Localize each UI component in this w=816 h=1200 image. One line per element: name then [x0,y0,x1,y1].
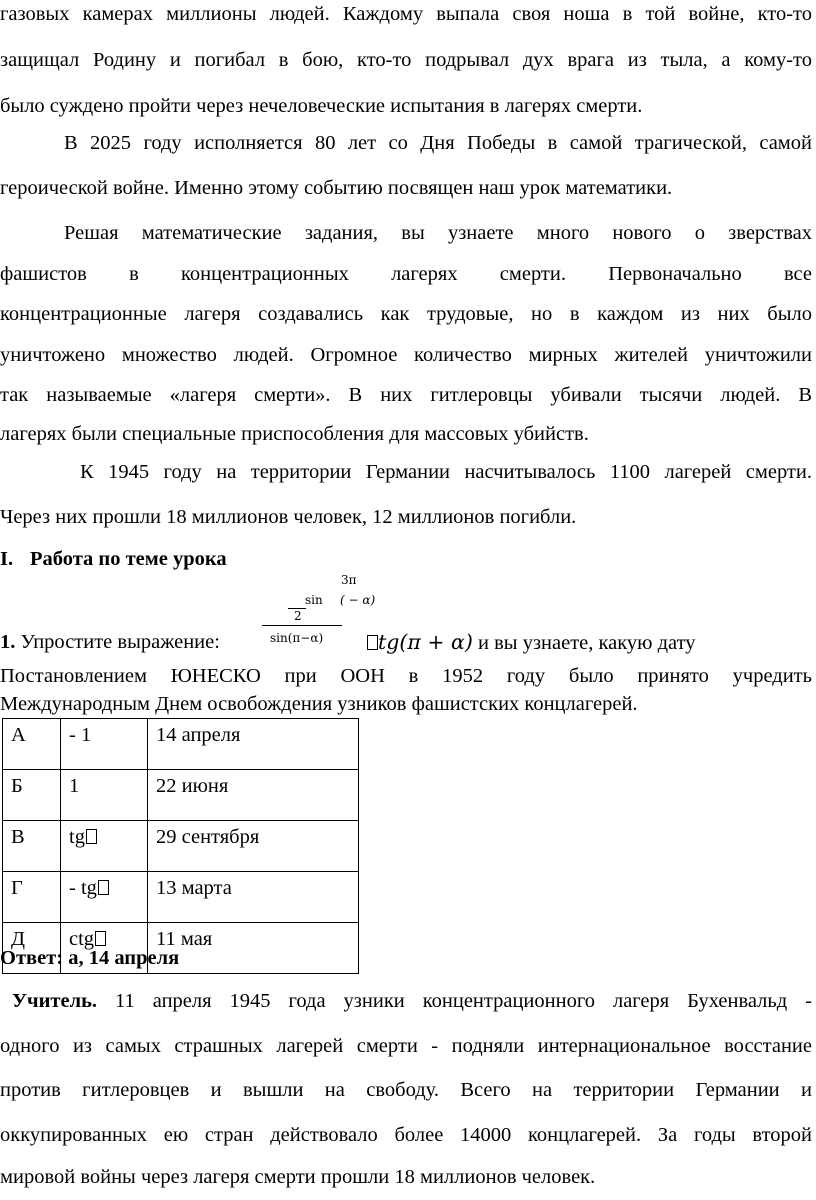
table-row [3,872,359,923]
paragraph-line: В 2025 году исполняется 80 лет со Дня Победы в самой трагической, самой [64,132,812,154]
task-tail [366,632,696,654]
fraction-top-sin: sin [305,593,323,607]
missing-glyph-icon [367,635,378,650]
paragraph-line: К 1945 году на территории Германии насчитывалось 1100 лагерей смерти. [80,461,812,483]
teacher-label: Учитель. [12,990,98,1012]
task-line [0,632,220,653]
teacher-line: против гитлеровцев и вышли на свободу. Всего на территории Германии и [0,1079,812,1101]
paragraph-line: героической войне. Именно этому событию посвящен наш урок математики. [0,177,673,199]
tail-expression: tg(π + α) [378,630,473,654]
option-value: - tg [69,877,97,899]
table-row [3,719,359,770]
teacher-line: мировой войны через лагеря смерти прошли 18 миллионов человек. [0,1166,596,1188]
option-date: 14 апреля [148,719,359,770]
option-date: 29 сентября [148,821,359,872]
option-date: 22 июня [148,770,359,821]
option-date: 13 марта [148,872,359,923]
table-row [3,770,359,821]
tail-text: и вы узнаете, какую дату [478,632,696,654]
paragraph-line: фашистов в концентрационных лагерях смерти. Первоначально все [0,263,812,285]
section-number: I. [0,548,14,570]
answer: Ответ: а, 14 апреля [0,947,180,969]
option-value: 1 [61,770,148,821]
teacher-text: 11 апреля 1945 года узники концентрационного лагеря Бухенвальд - [115,990,812,1012]
fraction-bar [262,625,342,626]
teacher-line: одного из самых страшных лагерей смерти - подняли интернациональное восстание [0,1035,812,1057]
options-table [2,718,359,974]
paragraph-line: защищал Родину и погибал в бою, кто-то подрывал дух врага из тыла, а кому-то [0,49,812,71]
option-letter: А [3,719,61,770]
missing-glyph-icon [98,880,109,895]
option-letter: В [3,821,61,872]
paragraph-line: лагерях были специальные приспособления для массовых убийств. [0,423,589,445]
option-value: ctg [69,928,95,950]
option-letter: Г [3,872,61,923]
paragraph-line: было суждено пройти через нечеловеческие испытания в лагерях смерти. [0,95,643,117]
paragraph-line: так называемые «лагеря смерти». В них гитлеровцы убивали тысячи людей. В [0,384,812,406]
fraction-bottom: sin(π−α) [270,631,324,645]
table-row [3,821,359,872]
paragraph-line: концентрационные лагеря создавались как трудовые, но в каждом из них было [0,303,812,325]
section-title: Работа по теме урока [30,548,227,570]
fraction-top-paren: ( − α) [340,593,376,607]
paragraph-line: Решая математические задания, вы узнаете много нового о зверствах [64,222,812,244]
missing-glyph-icon [95,931,106,946]
option-date: 11 мая [148,923,359,974]
task-prompt: Упростите выражение: [20,631,220,653]
option-letter: Д [3,923,61,974]
teacher-line [12,991,812,1012]
option-value-cell [61,821,148,872]
fraction-top-3pi: 3π [341,573,357,587]
teacher-line: оккупированных ею стран действовало более 14000 концлагерей. За годы второй [0,1124,812,1146]
task-line: Постановлением ЮНЕСКО при ООН в 1952 году было принято учредить [0,665,812,687]
missing-glyph-icon [86,829,97,844]
option-value: - 1 [61,719,148,770]
option-letter: Б [3,770,61,821]
option-value-cell [61,872,148,923]
option-value: tg [69,826,85,848]
paragraph-line: Через них прошли 18 миллионов человек, 12 миллионов погибли. [0,506,577,528]
paragraph-line: уничтожено множество людей. Огромное количество мирных жителей уничтожили [0,344,812,366]
fraction-top-2: 2 [294,609,302,623]
task-line: Международным Днем освобождения узников фашистских концлагерей. [0,693,638,715]
paragraph-line: газовых камерах миллионы людей. Каждому выпала своя ноша в той войне, кто-то [0,3,812,25]
task-number: 1. [0,631,16,653]
